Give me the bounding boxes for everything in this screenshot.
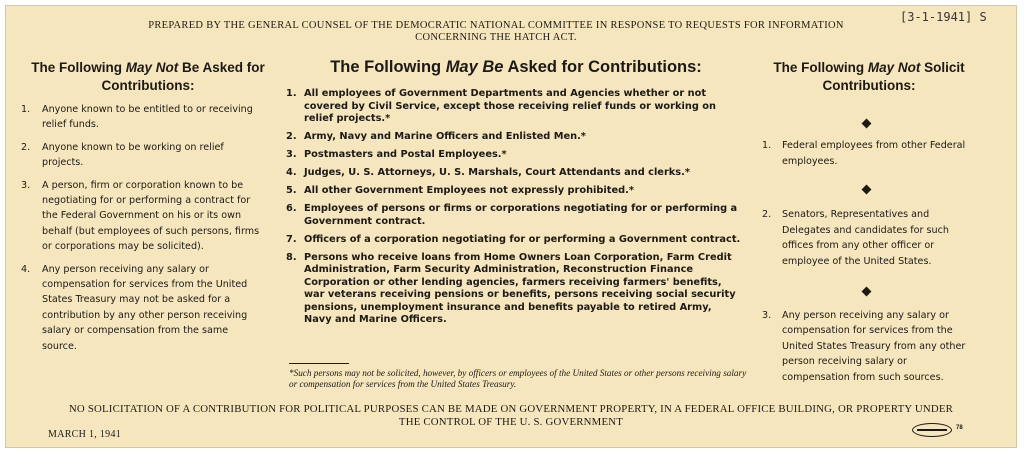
item-text: All other Government Employees not expressly prohibited.* (304, 185, 634, 196)
left-list (21, 102, 266, 361)
list-item (21, 178, 266, 255)
item-number: 2. (762, 209, 772, 221)
list-item (286, 167, 741, 180)
list-item (286, 131, 741, 144)
list-item (286, 252, 741, 327)
hatch-act-card (5, 5, 1017, 448)
item-text: All employees of Government Departments and Agencies whether or not covered by Civil Service, except those receiving relief funds or working on relief projects.* (304, 88, 716, 124)
list-item (286, 185, 741, 198)
item-text: Senators, Representatives and Delegates and candidates for such offices from any other officer or employee of the United States. (782, 209, 949, 267)
right-title-em: May Not (867, 60, 921, 75)
item-text: Army, Navy and Marine Officers and Enlisted Men.* (304, 131, 586, 142)
item-number: 3. (762, 309, 772, 321)
item-number: 1. (762, 140, 772, 151)
item-text: Officers of a corporation negotiating for or performing a Government contract. (304, 233, 741, 245)
item-number: 1. (286, 88, 297, 99)
list-item (762, 138, 977, 169)
list-item (286, 203, 741, 228)
item-text: Anyone known to be entitled to or receiving relief funds. (42, 104, 253, 131)
item-number: 2. (286, 131, 297, 142)
list-item (762, 207, 977, 269)
item-text: Postmasters and Postal Employees.* (304, 149, 507, 160)
footnote-rule (289, 363, 349, 364)
item-text: A person, firm or corporation known to be negotiating for or performing a contract for the Federal Government on his or its own behalf (but employees of such persons, firms or corporations may be solicited). (42, 179, 260, 253)
right-list (762, 138, 977, 386)
print-date: MARCH 1, 1941 (48, 429, 122, 440)
list-item (286, 149, 741, 162)
left-title-pre: The Following (31, 60, 126, 75)
right-column-title (764, 59, 974, 95)
item-number: 6. (286, 203, 297, 214)
item-text: Judges, U. S. Attorneys, U. S. Marshals, Court Attendants and clerks.* (304, 167, 690, 178)
item-number: 3. (286, 149, 297, 160)
right-title-post: Solicit Contributions: (822, 60, 965, 93)
list-item (21, 102, 266, 133)
footnote: *Such persons may not be solicited, however, by officers or employees of the United States or other persons receiving salary or compensation for services from the United States Treasury. (289, 368, 747, 389)
item-text: Persons who receive loans from Home Owners Loan Corporation, Farm Credit Administration, Farm Security Administration, Reconstruction Finance Corporation or other lending agencies, farmers receiving farmers' benefits, war veterans receiving pensions or benefits, persons receiving social security pensions, unemployment insurance and benefits payable to retired Army, Navy and Marine Officers. (304, 251, 736, 325)
list-item (21, 262, 266, 354)
middle-list (286, 88, 741, 332)
left-title-em: May Not (125, 60, 179, 75)
handwritten-date: [3-1-1941] S (900, 10, 987, 24)
header-text: PREPARED BY THE GENERAL COUNSEL OF THE DEMOCRATIC NATIONAL COMMITTEE IN RESPONSE TO REQUESTS FOR INFORMATION CONCERNING THE HATCH ACT. (148, 20, 844, 43)
item-number: 1. (21, 104, 31, 115)
item-number: 7. (286, 233, 297, 245)
item-number: 4. (21, 263, 31, 275)
item-text: Federal employees from other Federal employees. (782, 140, 966, 167)
union-label-logo-icon (912, 423, 952, 437)
left-title-post: Be Asked for Contributions: (101, 60, 265, 93)
bottom-notice: NO SOLICITATION OF A CONTRIBUTION FOR POLITICAL PURPOSES CAN BE MADE ON GOVERNMENT PROPERTY, IN A FEDERAL OFFICE BUILDING, OR PROPERTY UNDER THE CONTROL OF THE U. S. GOVERNMENT (68, 403, 954, 428)
item-number: 2. (21, 141, 31, 153)
list-item (762, 308, 977, 386)
middle-title-pre: The Following (330, 58, 446, 76)
middle-title-post: Asked for Contributions: (503, 58, 702, 76)
middle-column-title (286, 57, 746, 77)
list-item (286, 88, 741, 126)
middle-title-em: May Be (445, 58, 504, 76)
item-text: Employees of persons or firms or corporations negotiating for or performing a Government contract. (304, 203, 738, 227)
item-number: 8. (286, 251, 297, 263)
item-number: 4. (286, 167, 297, 178)
list-item (21, 140, 266, 171)
left-column-title (28, 59, 268, 95)
item-number: 5. (286, 185, 297, 196)
item-text: Anyone known to be working on relief projects. (42, 141, 224, 169)
diamond-ornament-icon (862, 119, 872, 129)
item-number: 3. (21, 179, 31, 191)
item-text: Any person receiving any salary or compensation for services from the United States Treasury may not be asked for a contribution by any other person receiving salary or compensation from the same source. (42, 263, 248, 352)
right-title-pre: The Following (773, 60, 868, 75)
union-label-number: 78 (956, 425, 963, 431)
item-text: Any person receiving any salary or compensation for services from the United States Treasury from any other person receiving salary or compensation from such sources. (782, 309, 966, 383)
list-item (286, 234, 741, 247)
